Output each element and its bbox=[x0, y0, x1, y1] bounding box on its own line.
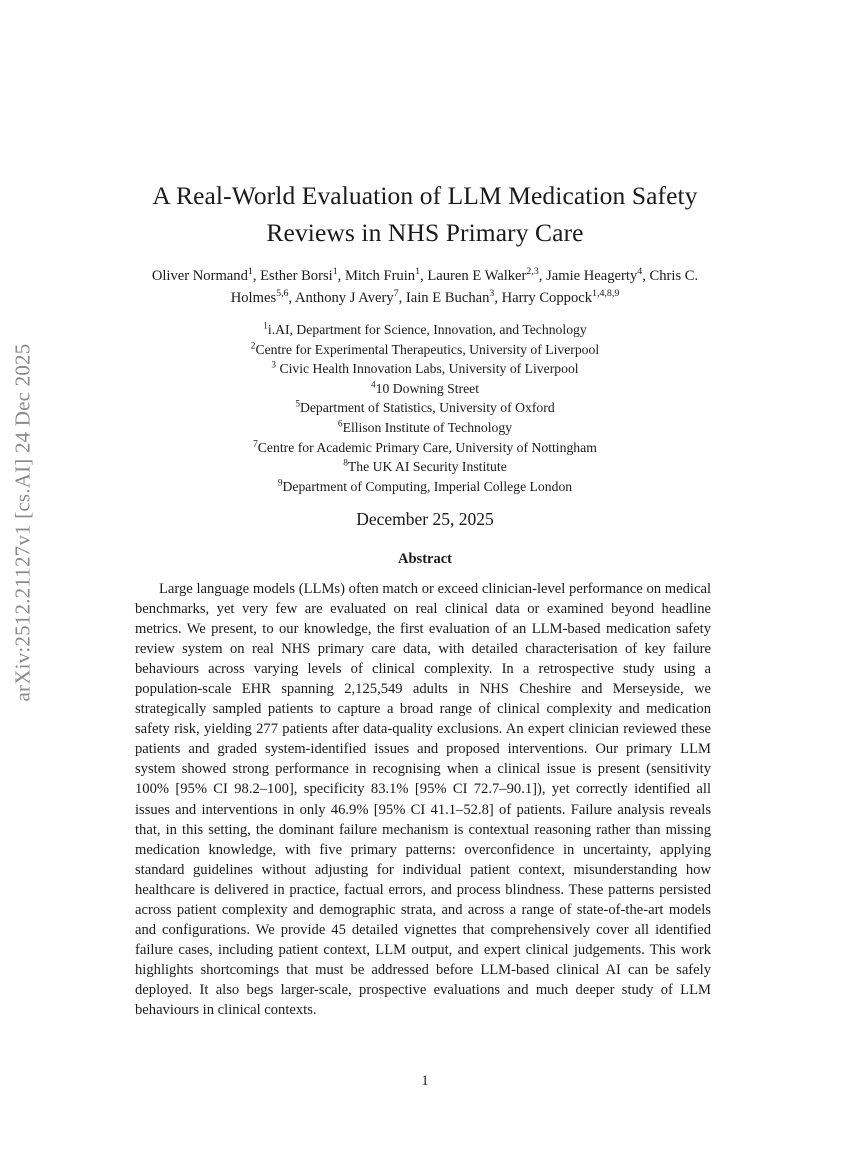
abstract-heading: Abstract bbox=[398, 551, 452, 567]
author-name: Holmes bbox=[230, 289, 277, 306]
affiliation-text: The UK AI Security Institute bbox=[347, 459, 507, 475]
author-name: Lauren E Walker bbox=[427, 268, 527, 284]
publication-date: December 25, 2025 bbox=[356, 509, 494, 529]
affiliation-marker: 7 bbox=[253, 439, 258, 449]
title-line-2: Reviews in NHS Primary Care bbox=[266, 218, 584, 248]
affiliation-item bbox=[125, 320, 725, 340]
affiliation-marker: 3 bbox=[271, 360, 277, 371]
affiliation-item bbox=[125, 477, 725, 497]
affiliation-item bbox=[125, 438, 725, 458]
affiliation-marker: 2 bbox=[250, 341, 256, 352]
author-line-2: Holmes$^{5,6}$, Anthony J Avery$^7$, Iain E Buchan$^3$, Harry Coppock$^{1,4,8,9}$ bbox=[230, 287, 620, 306]
page-number: 1 bbox=[421, 1073, 429, 1089]
author-name: Oliver Normand bbox=[151, 268, 248, 284]
affiliation-item bbox=[125, 398, 725, 418]
affiliation-marker: 1 bbox=[263, 321, 268, 332]
author-name: Anthony J Avery bbox=[295, 289, 394, 306]
affiliation-text: Department of Statistics, University of Oxford bbox=[299, 400, 555, 416]
author-affiliation-marker: 1 bbox=[415, 266, 421, 278]
affiliation-marker: 5 bbox=[295, 399, 300, 410]
affiliation-text: Centre for Academic Primary Care, University of Nottingham bbox=[257, 439, 597, 455]
title-line-1: A Real-World Evaluation of LLM Medication Safety bbox=[152, 181, 698, 211]
author-affiliation-marker: 2,3 bbox=[526, 266, 539, 278]
author-name: Chris C. bbox=[649, 268, 699, 284]
affiliation-text: Department of Computing, Imperial College London bbox=[282, 478, 573, 494]
author-affiliation-marker: 4 bbox=[637, 266, 643, 278]
affiliation-text: Civic Health Innovation Labs, University of Liverpool bbox=[276, 361, 579, 377]
author-name: Harry Coppock bbox=[501, 289, 593, 306]
affiliation-item bbox=[125, 457, 725, 477]
author-affiliation-marker: 3 bbox=[489, 287, 495, 299]
author-affiliation-marker: 7 bbox=[393, 287, 399, 299]
affiliation-marker: 9 bbox=[277, 478, 283, 489]
affiliation-item bbox=[125, 418, 725, 438]
author-name: Mitch Fruin bbox=[344, 268, 416, 284]
author-line-1: Oliver Normand$^1$, Esther Borsi$^1$, Mitch Fruin$^1$, Lauren E Walker$^{2,3}$, Jamie Heagerty$^4$, Chris C. bbox=[151, 266, 699, 284]
author-name: Iain E Buchan bbox=[405, 289, 490, 306]
affiliation-item bbox=[125, 379, 725, 399]
affiliation-text: i.AI, Department for Science, Innovation, and Technology bbox=[267, 322, 587, 337]
affiliation-marker: 4 bbox=[370, 380, 376, 391]
affiliation-item bbox=[125, 340, 725, 360]
author-name: Jamie Heagerty bbox=[546, 268, 638, 284]
affiliation-text: 10 Downing Street bbox=[375, 380, 480, 396]
affiliation-list bbox=[125, 320, 725, 496]
arxiv-stamp-text: arXiv:2512.21127v1 [cs.AI] 24 Dec 2025 bbox=[10, 343, 34, 702]
affiliation-marker: 6 bbox=[337, 419, 343, 430]
affiliation-item bbox=[125, 359, 725, 379]
affiliation-marker: 8 bbox=[343, 458, 348, 469]
author-affiliation-marker: 5,6 bbox=[276, 287, 289, 299]
author-name: Esther Borsi bbox=[260, 268, 333, 284]
page-title bbox=[105, 177, 745, 251]
author-affiliation-marker: 1 bbox=[247, 266, 253, 278]
abstract-body: Large language models (LLMs) often match or exceed clinician-level performance on medical benchmarks, yet very few are evaluated on real clinical data or examined beyond headline metrics. We present, to our knowledge, the first evaluation of an LLM-based medication safety review system on real NHS primary care data, with detailed characterisation of key failure behaviours across varying levels of clinical complexity. In a retrospective study using a population-scale EHR spanning 2,125,549 adults in NHS Cheshire and Merseyside, we strategically sampled patients to capture a broad range of clinical complexity and medication safety risk, yielding 277 patients after data-quality exclusions. An expert clinician reviewed these patients and graded system-identified issues and proposed interventions. Our primary LLM system showed strong performance in recognising when a clinical issue is present (sensitivity 100% [95% CI 98.2–100], specificity 83.1% [95% CI 72.7–90.1]), yet correctly identified all issues and interventions in only 46.9% [95% CI 41.1–52.8] of patients. Failure analysis reveals that, in this setting, the dominant failure mechanism is contextual reasoning rather than missing medication knowledge, with five primary patterns: overconfidence in uncertainty, applying standard guidelines without adjusting for individual patient context, misunderstanding how healthcare is delivered in practice, factual errors, and process blindness. These patterns persisted across patient complexity and demographic strata, and across a range of state-of-the-art models and configurations. We provide 45 detailed vignettes that comprehensively cover all identified failure cases, including patient context, LLM output, and expert clinical judgements. This work highlights shortcomings that must be addressed before LLM-based clinical AI can be safely deployed. It also begs larger-scale, prospective evaluations and much deeper study of LLM behaviours in clinical contexts. bbox=[135, 581, 711, 1018]
affiliation-text: Centre for Experimental Therapeutics, University of Liverpool bbox=[255, 341, 600, 357]
author-affiliation-marker: 1,4,8,9 bbox=[592, 287, 620, 299]
affiliation-text: Ellison Institute of Technology bbox=[342, 419, 513, 435]
author-affiliation-marker: 1 bbox=[332, 266, 338, 278]
author-list bbox=[100, 266, 750, 309]
